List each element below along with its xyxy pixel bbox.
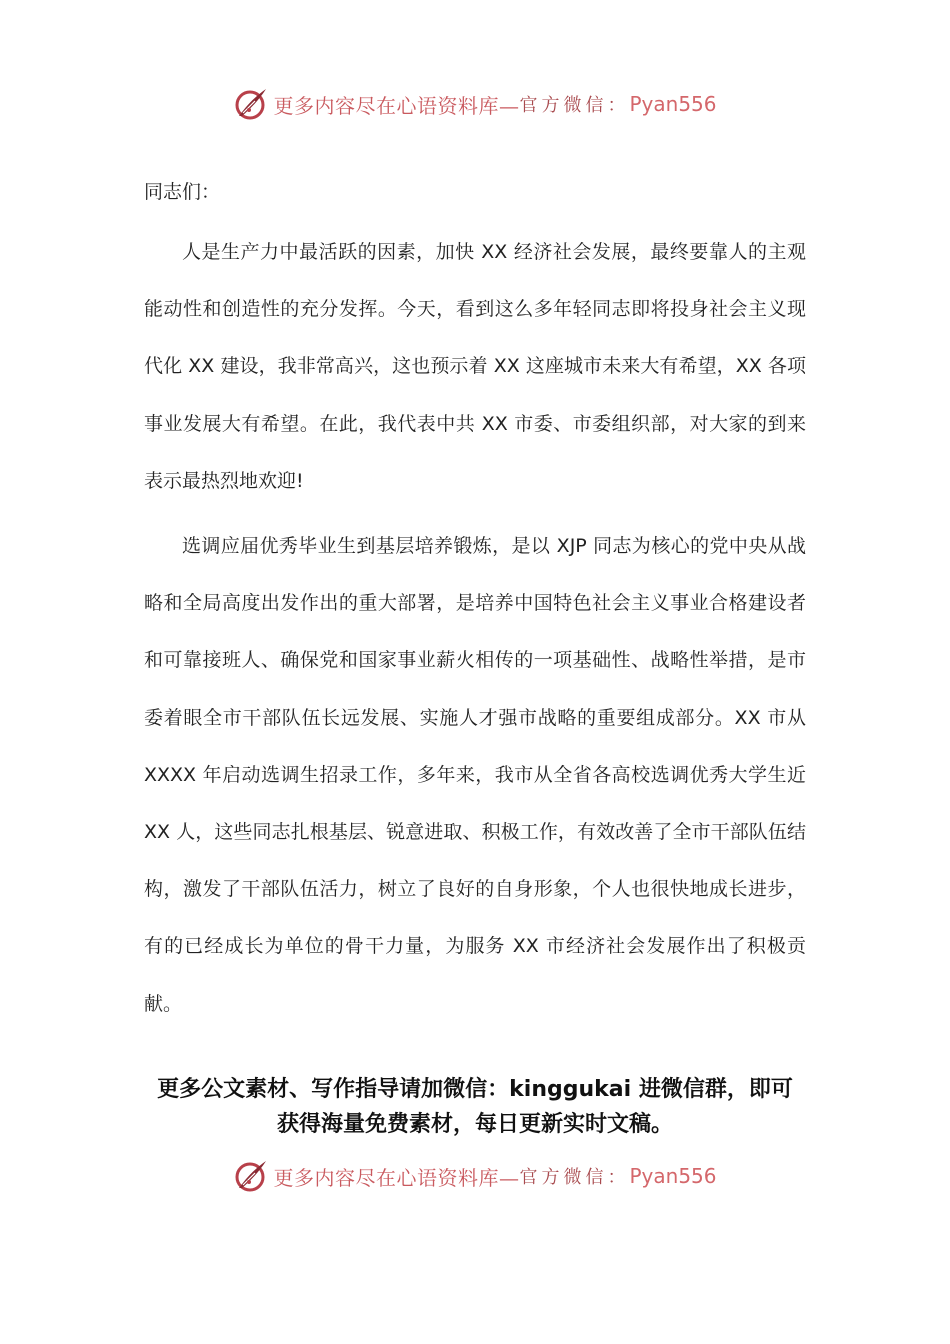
banner-wechat-label: 官方微信： xyxy=(519,1167,630,1188)
promo-notice xyxy=(140,1072,810,1142)
quill-logo-icon xyxy=(233,86,269,122)
salutation: 同志们： xyxy=(144,181,221,203)
paragraph-1: 人是生产力中最活跃的因素，加快 XX 经济社会发展，最终要靠人的主观能动性和创造性的充分发挥。今天，看到这么多年轻同志即将投身社会主义现代化 XX 建设，我非常高兴，这也预示着 XX 这座城市未来大有希望，XX 各项事业发展大有希望。在此，我代表中共 XX 市委、市委组织部，对大家的到来表示最热烈地欢迎! xyxy=(144,241,806,492)
banner-wechat-label: 官方微信： xyxy=(519,95,630,116)
paragraph-2: 选调应届优秀毕业生到基层培养锻炼，是以 XJP 同志为核心的党中央从战略和全局高度出发作出的重大部署，是培养中国特色社会主义事业合格建设者和可靠接班人、确保党和国家事业薪火相传的一项基础性、战略性举措，是市委着眼全市干部队伍长远发展、实施人才强市战略的重要组成部分。XX 市从 XXXX 年启动选调生招录工作，多年来，我市从全省各高校选调优秀大学生近 XX 人，这些同志扎根基层、锐意进取、积极工作，有效改善了全市干部队伍结构，激发了干部队伍活力，树立了良好的自身形象，个人也很快地成长进步，有的已经成长为单位的骨干力量，为服务 XX 市经济社会发展作出了积极贡献。 xyxy=(144,535,806,1015)
promo-line-2: 获得海量免费素材，每日更新实时文稿。 xyxy=(276,1112,673,1137)
footer-banner xyxy=(0,1154,950,1198)
header-banner xyxy=(0,82,950,126)
banner-wechat-id: Pyan556 xyxy=(629,92,717,116)
banner-brand-text: 更多内容尽在心语资料库— xyxy=(273,93,520,118)
document-body xyxy=(144,172,806,1041)
banner-brand-text: 更多内容尽在心语资料库— xyxy=(273,1165,520,1190)
banner-wechat-id: Pyan556 xyxy=(629,1164,717,1188)
promo-line-1: 更多公文素材、写作指导请加微信：kinggukai 进微信群，即可 xyxy=(157,1077,793,1102)
quill-logo-icon xyxy=(233,1158,269,1194)
